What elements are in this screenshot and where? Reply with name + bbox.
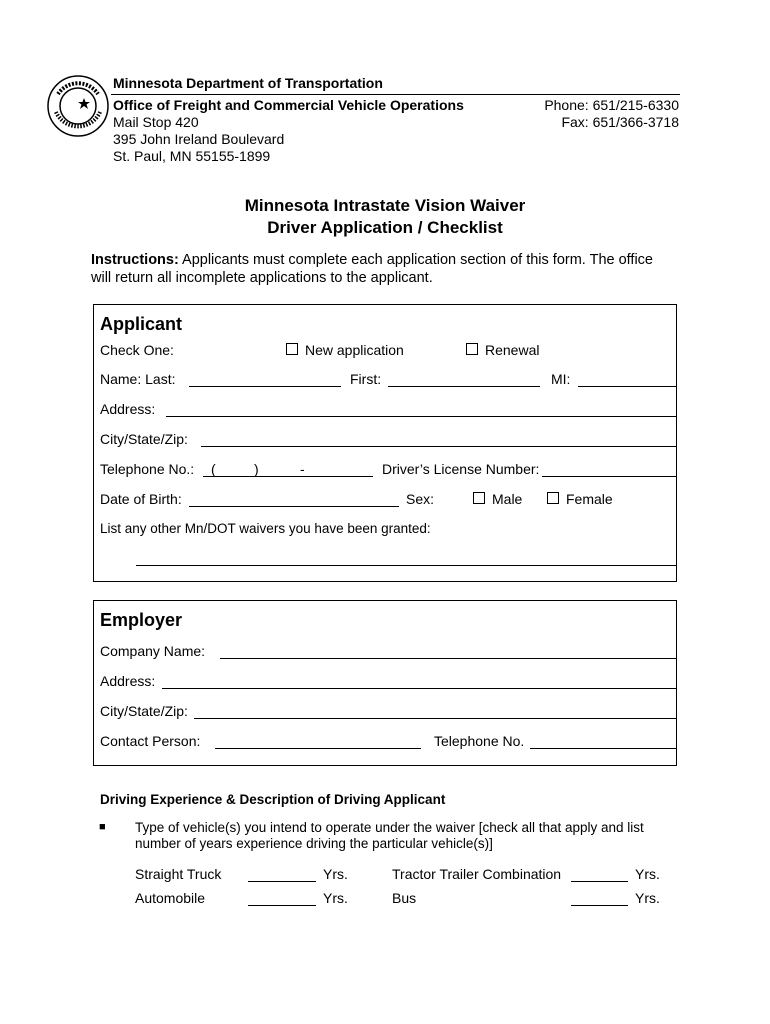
tractor-trailer-yrs: Yrs.: [635, 866, 660, 882]
last-name-label: Name: Last:: [100, 371, 176, 387]
phone-number: Phone: 651/215-6330: [544, 97, 679, 113]
city-state-zip-label: City/State/Zip:: [100, 431, 188, 447]
automobile-yrs: Yrs.: [323, 890, 348, 906]
address-label: Address:: [100, 401, 156, 417]
employer-address-field[interactable]: [162, 688, 676, 689]
employer-city-state-zip-field[interactable]: [194, 718, 676, 719]
bus-years-field[interactable]: [571, 905, 628, 906]
instructions-label: Instructions:: [91, 252, 179, 268]
driving-experience-heading: Driving Experience & Description of Driving Applicant: [100, 792, 446, 807]
company-name-field[interactable]: [220, 658, 676, 659]
female-checkbox[interactable]: [547, 492, 559, 504]
first-name-label: First:: [350, 371, 382, 387]
other-waivers-label: List any other Mn/DOT waivers you have been granted:: [100, 521, 431, 536]
employer-heading: Employer: [100, 610, 183, 630]
address-field[interactable]: [166, 416, 676, 417]
vehicle-type-instruction-1: Type of vehicle(s) you intend to operate under the waiver [check all that apply and list: [135, 820, 644, 835]
contact-person-field[interactable]: [215, 748, 421, 749]
instructions: [91, 252, 653, 268]
telephone-paren-open: (: [211, 461, 216, 477]
first-name-field[interactable]: [388, 386, 540, 387]
fax-number: Fax: 651/366-3718: [561, 114, 679, 130]
mndot-seal: [46, 74, 110, 138]
male-checkbox[interactable]: [473, 492, 485, 504]
employer-telephone-field[interactable]: [530, 748, 676, 749]
employer-city-state-zip-label: City/State/Zip:: [100, 703, 188, 719]
new-application-label: New application: [305, 342, 404, 358]
agency-name: Minnesota Department of Transportation: [113, 75, 383, 91]
automobile-label: Automobile: [135, 890, 206, 906]
bullet-icon: ■: [99, 821, 106, 833]
drivers-license-label: Driver’s License Number:: [382, 461, 540, 477]
mi-label: MI:: [551, 371, 571, 387]
telephone-label: Telephone No.:: [100, 461, 195, 477]
instructions-text-1: Applicants must complete each application section of this form. The office: [178, 252, 654, 268]
header-rule: [111, 94, 680, 95]
last-name-field[interactable]: [189, 386, 341, 387]
new-application-checkbox[interactable]: [286, 343, 298, 355]
address-line-2: 395 John Ireland Boulevard: [113, 131, 285, 147]
mi-field[interactable]: [578, 386, 676, 387]
city-state-zip-field[interactable]: [201, 446, 676, 447]
contact-person-label: Contact Person:: [100, 733, 201, 749]
bus-label: Bus: [392, 890, 417, 906]
bus-yrs: Yrs.: [635, 890, 660, 906]
straight-truck-yrs: Yrs.: [323, 866, 348, 882]
check-one-label: Check One:: [100, 342, 174, 358]
other-waivers-field[interactable]: [136, 565, 676, 566]
employer-telephone-label: Telephone No.: [434, 733, 525, 749]
applicant-heading: Applicant: [100, 314, 183, 334]
mndot-seal-icon: [46, 74, 110, 138]
sex-label: Sex:: [406, 491, 435, 507]
dob-label: Date of Birth:: [100, 491, 182, 507]
telephone-field[interactable]: [203, 476, 373, 477]
tractor-trailer-label: Tractor Trailer Combination: [392, 866, 562, 882]
office-name: Office of Freight and Commercial Vehicle Operations: [113, 97, 464, 113]
address-line-1: Mail Stop 420: [113, 114, 199, 130]
female-label: Female: [566, 491, 613, 507]
male-label: Male: [492, 491, 523, 507]
tractor-trailer-years-field[interactable]: [571, 881, 628, 882]
straight-truck-years-field[interactable]: [248, 881, 316, 882]
renewal-checkbox[interactable]: [466, 343, 478, 355]
address-line-3: St. Paul, MN 55155-1899: [113, 148, 271, 164]
form-title-line-2: Driver Application / Checklist: [267, 218, 503, 237]
form-title-line-1: Minnesota Intrastate Vision Waiver: [244, 196, 526, 215]
telephone-paren-close: ): [254, 461, 259, 477]
automobile-years-field[interactable]: [248, 905, 316, 906]
instructions-text-2: will return all incomplete applications to the applicant.: [91, 270, 433, 286]
company-name-label: Company Name:: [100, 643, 206, 659]
straight-truck-label: Straight Truck: [135, 866, 222, 882]
vehicle-type-instruction-2: number of years experience driving the particular vehicle(s)]: [135, 836, 493, 851]
employer-address-label: Address:: [100, 673, 156, 689]
drivers-license-field[interactable]: [542, 476, 676, 477]
renewal-label: Renewal: [485, 342, 540, 358]
dob-field[interactable]: [189, 506, 399, 507]
telephone-dash: -: [300, 461, 305, 477]
